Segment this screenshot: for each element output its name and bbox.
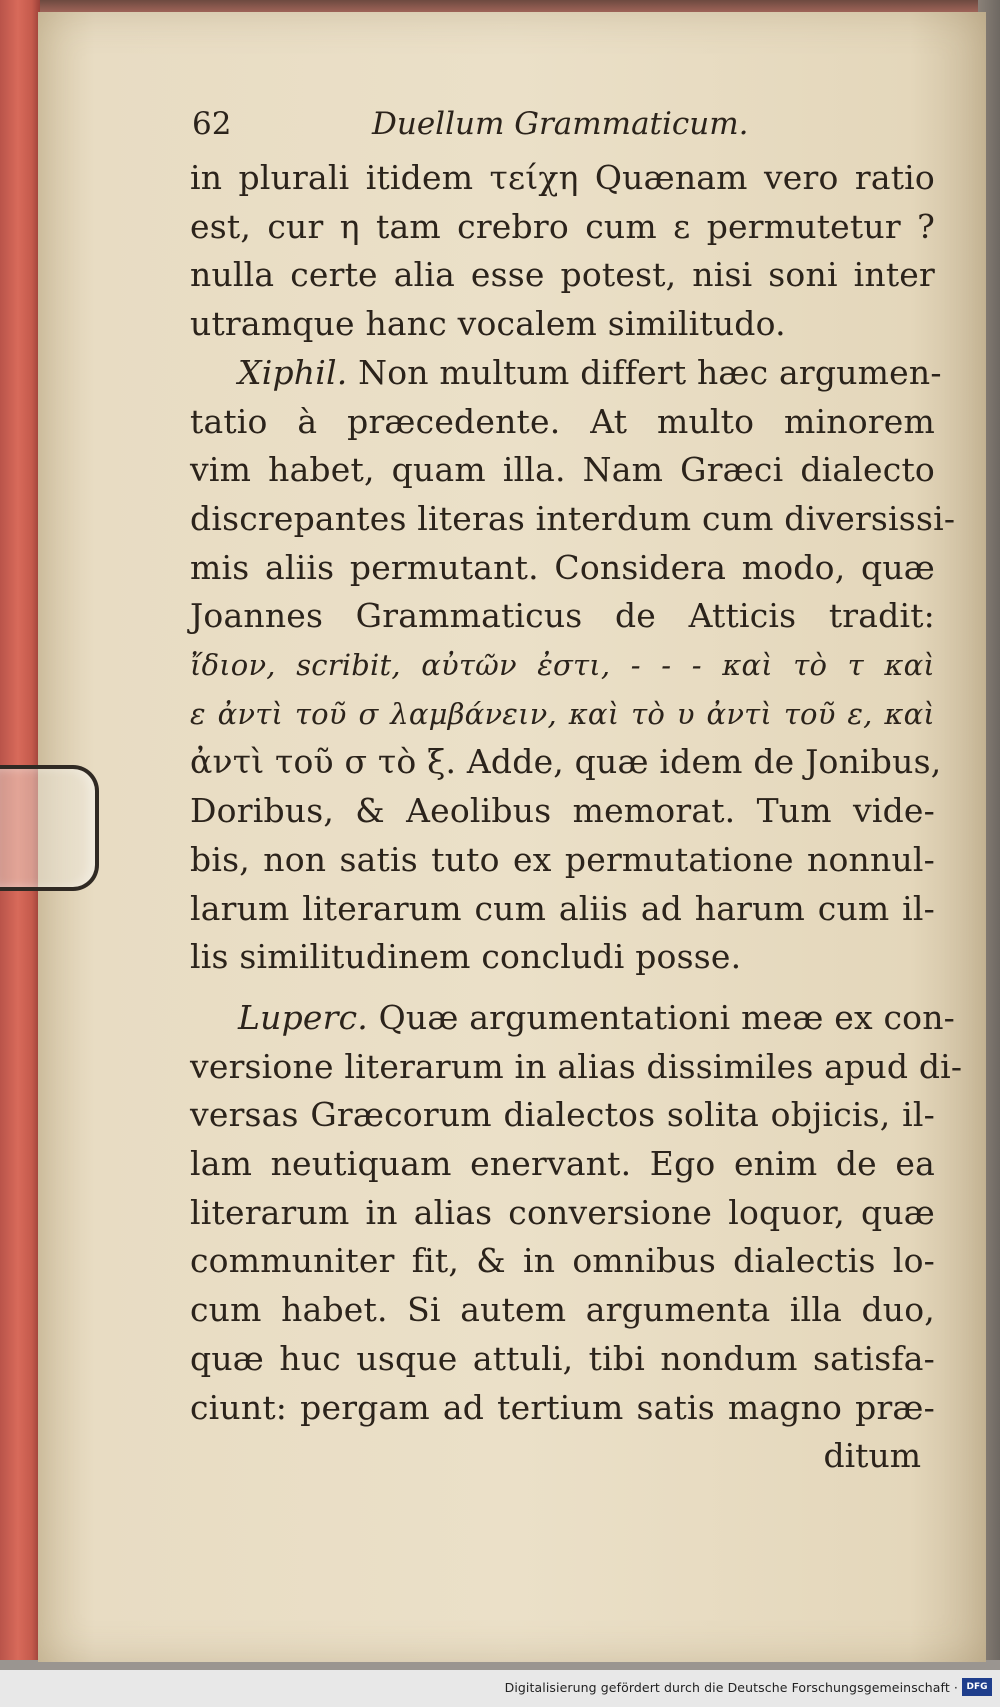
- text-line: [190, 994, 956, 1043]
- text-line: [190, 300, 935, 349]
- text-line: [190, 1237, 935, 1286]
- line-text: cum habet. Si autem argumenta illa duo,: [190, 1290, 935, 1330]
- line-text: larum literarum cum aliis ad harum cum il-: [190, 888, 935, 928]
- line-text: ε ἀντὶ τοῦ σ λαμβάνειν, καὶ τὸ υ ἀντὶ τοῦ ε, καὶ: [190, 696, 935, 731]
- line-text: ciunt: pergam ad tertium satis magno præ-: [190, 1387, 935, 1427]
- text-line: [190, 544, 935, 593]
- line-text: in plurali itidem τείχη Quænam vero ratio: [190, 158, 935, 197]
- text-line: [190, 787, 935, 836]
- line-text: mis aliis permutant. Considera modo, quæ: [190, 547, 935, 587]
- text-line: [190, 1384, 935, 1433]
- text-line: [190, 495, 956, 544]
- speaker-name: Xiphil.: [238, 352, 348, 392]
- line-text: communiter fit, & in omnibus dialectis lo-: [190, 1241, 935, 1281]
- text-line: [190, 885, 935, 934]
- page-number: 62: [192, 106, 232, 142]
- line-text: nulla certe alia esse potest, nisi soni inter: [190, 255, 935, 295]
- text-line: [190, 690, 935, 739]
- text-lines: [190, 154, 963, 1432]
- text-line: [190, 1091, 935, 1140]
- line-text: discrepantes literas interdum cum diversissi-: [190, 498, 956, 538]
- text-line: [190, 1286, 935, 1335]
- line-text: est, cur η tam crebro cum ε permutetur ?: [190, 206, 935, 246]
- footer-bar: [0, 1670, 1000, 1707]
- dfg-logo: DFG: [962, 1678, 992, 1696]
- line-text: versione literarum in alias dissimiles apud di-: [190, 1046, 963, 1086]
- running-title: Duellum Grammaticum.: [372, 106, 749, 142]
- line-text: literarum in alias conversione loquor, quæ: [190, 1192, 935, 1232]
- line-text: Non multum differt hæc argumen-: [347, 352, 942, 392]
- line-text: vim habet, quam illa. Nam Græci dialecto: [190, 450, 935, 490]
- text-line: [190, 1140, 935, 1189]
- speaker-name: Luperc.: [238, 997, 368, 1037]
- paragraph-gap: [190, 982, 935, 994]
- text-line: [190, 154, 935, 203]
- line-text: tatio à præcedente. At multo minorem: [190, 401, 935, 441]
- text-line: [190, 933, 935, 982]
- text-line: [190, 1043, 963, 1092]
- bookmark-clip: [0, 765, 99, 891]
- line-text: quæ huc usque attuli, tibi nondum satisfa-: [190, 1338, 935, 1378]
- text-line: [190, 446, 935, 495]
- text-line: [190, 251, 935, 300]
- line-text: Doribus, & Aeolibus memorat. Tum vide-: [190, 791, 935, 831]
- line-text: ἴδιον, scribit, αὐτῶν ἐστι, - - - καὶ τὸ τ καὶ: [190, 648, 935, 683]
- line-text: lis similitudinem concludi posse.: [190, 937, 742, 977]
- text-line: [190, 203, 935, 252]
- text-line: [190, 349, 942, 398]
- page-text: [190, 96, 963, 1481]
- line-text: Joannes Grammaticus de Atticis tradit:: [190, 596, 935, 636]
- text-line: [190, 836, 935, 885]
- line-text: lam neutiquam enervant. Ego enim de ea: [190, 1144, 935, 1184]
- line-text: utramque hanc vocalem similitudo.: [190, 304, 786, 344]
- text-line: [190, 398, 935, 447]
- line-text: Quæ argumentationi meæ ex con-: [367, 997, 956, 1037]
- catchword: ditum: [823, 1436, 921, 1476]
- text-line: [190, 641, 935, 690]
- line-text: bis, non satis tuto ex permutatione nonnul-: [190, 839, 935, 879]
- funding-credit: Digitalisierung gefördert durch die Deutsche Forschungsgemeinschaft ·: [504, 1680, 958, 1695]
- text-line: [190, 1189, 935, 1238]
- text-line: [190, 738, 942, 787]
- line-text: versas Græcorum dialectos solita objicis, il-: [190, 1095, 935, 1135]
- line-text: ἀντὶ τοῦ σ τὸ ξ. Adde, quæ idem de Jonibus,: [190, 742, 942, 782]
- text-line: [190, 592, 935, 641]
- page-header: [190, 96, 935, 154]
- text-line: [190, 1335, 935, 1384]
